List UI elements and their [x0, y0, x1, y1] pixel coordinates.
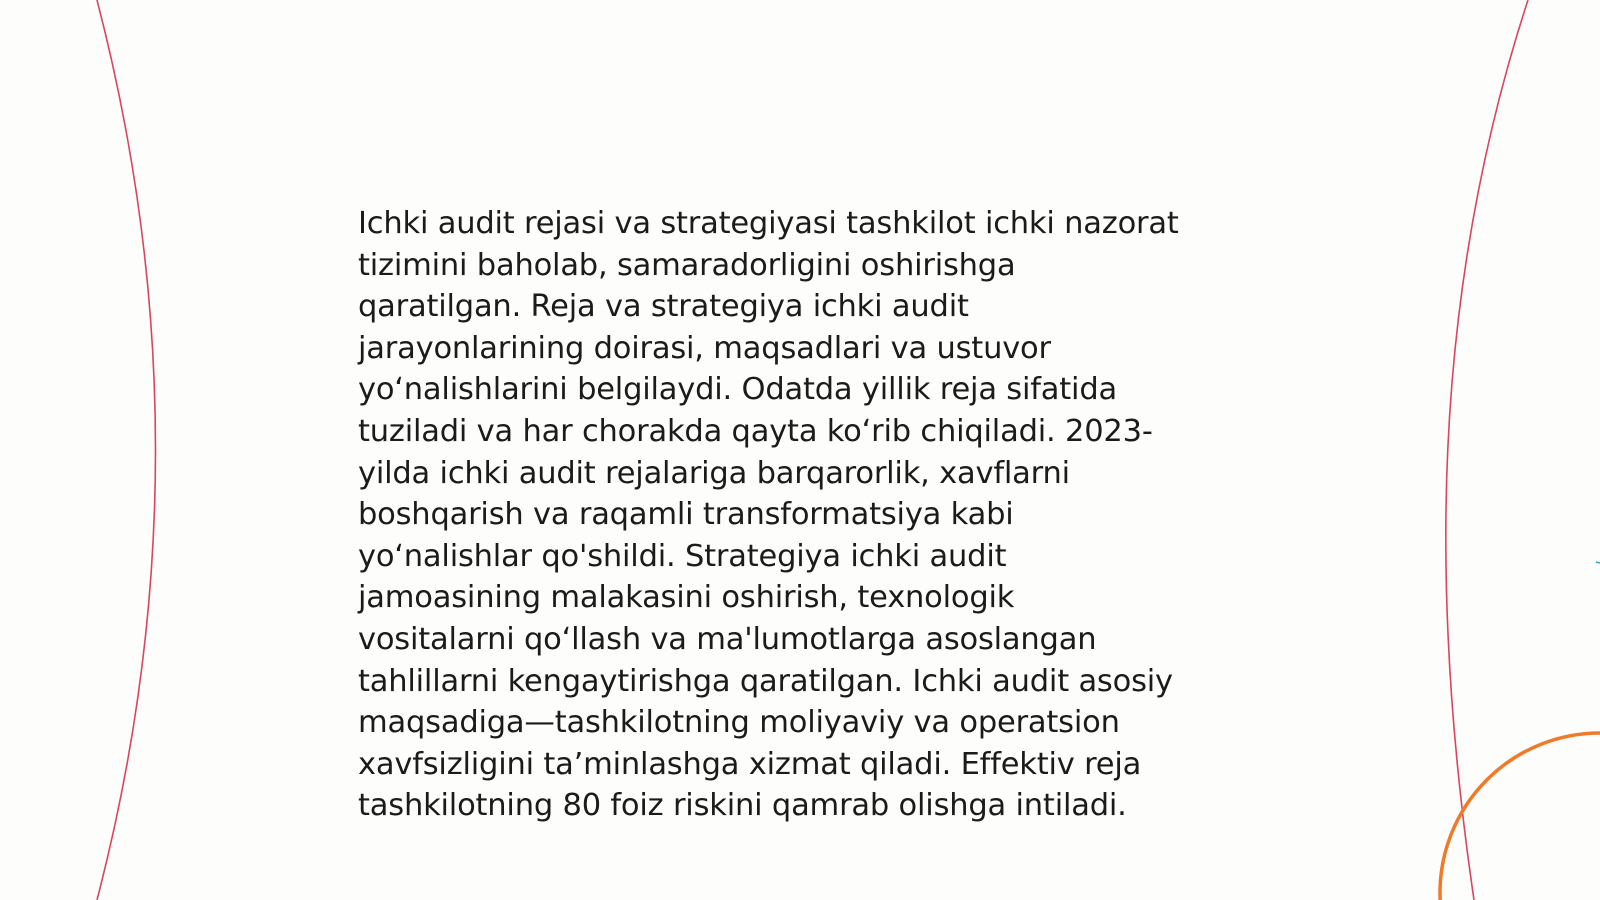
text-line: tahlillarni kengaytirishga qaratilgan. Ichki audit asosiy: [358, 663, 1173, 699]
text-line: xavfsizligini ta’minlashga xizmat qiladi. Effektiv reja: [358, 746, 1142, 782]
text-line: qaratilgan. Reja va strategiya ichki audit: [358, 289, 969, 325]
text-line: yo‘nalishlar qo'shildi. Strategiya ichki audit: [358, 538, 1007, 574]
text-line: jamoasining malakasini oshirish, texnologik: [358, 580, 1015, 616]
text-line: yilda ichki audit rejalariga barqarorlik, xavflarni: [358, 455, 1070, 491]
body-paragraph: [358, 203, 1258, 827]
text-line: vositalarni qo‘llash va ma'lumotlarga asoslangan: [358, 621, 1097, 657]
text-line: Ichki audit rejasi va strategiyasi tashkilot ichki nazorat: [358, 206, 1179, 241]
left-arc: [97, 0, 156, 900]
text-line: tuziladi va har chorakda qayta ko‘rib chiqiladi. 2023-: [358, 413, 1153, 449]
text-line: boshqarish va raqamli transformatsiya kabi: [358, 497, 1014, 533]
text-line: tizimini baholab, samaradorligini oshirishga: [358, 247, 1016, 283]
text-line: maqsadiga—tashkilotning moliyaviy va operatsion: [358, 705, 1120, 741]
text-line: jarayonlarining doirasi, maqsadlari va ustuvor: [358, 330, 1051, 366]
text-line: yo‘nalishlarini belgilaydi. Odatda yillik reja sifatida: [358, 372, 1117, 408]
accent-tick: [1596, 562, 1600, 563]
right-arc: [1446, 0, 1528, 900]
text-line: tashkilotning 80 foiz riskini qamrab olishga intiladi.: [358, 788, 1127, 824]
orange-circle: [1440, 733, 1600, 900]
